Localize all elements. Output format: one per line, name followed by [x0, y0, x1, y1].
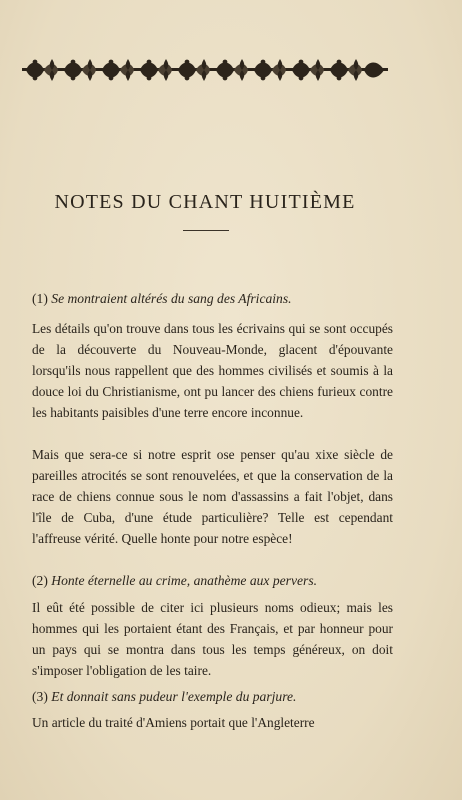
note-paragraph: Un article du traité d'Amiens portait que l'Angleterre: [32, 715, 315, 730]
note-quote: Se montraient altérés du sang des Africains.: [51, 291, 292, 306]
note-quote: Honte éternelle au crime, anathème aux pervers.: [51, 573, 318, 588]
heading-divider: [183, 230, 229, 231]
note-heading: [32, 570, 393, 591]
note-number: (3): [32, 689, 48, 704]
chapter-heading: NOTES DU CHANT HUITIÈME: [54, 191, 356, 214]
decorative-ornament-band: [22, 56, 388, 84]
note-paragraph: Les détails qu'on trouve dans tous les écrivains qui se sont occupés de la découverte du Nouveau-Monde, glacent d'épouvante lorsqu'ils nous rappellent que des hommes civilisés et soumis à la douce loi du Christianisme, ont pu lancer des chiens furieux contre les habitants paisibles d'une terre encore inconnue.: [32, 321, 393, 420]
note-number: (2): [32, 573, 48, 588]
note-paragraph: Mais que sera-ce si notre esprit ose penser qu'au xixe siècle de pareilles atrocités se sont renouvelées, et que la conservation de la race de chiens connue sous le nom d'assassins a fait l'objet, dans l'île de Cuba, d'une étude particulière? Telle est cependant l'affreuse vérité. Quelle honte pour notre espèce!: [32, 447, 393, 546]
note-paragraph: Il eût été possible de citer ici plusieurs noms odieux; mais les hommes qui les portaient étant des Français, et par honneur pour un pays qui se montra dans tous les temps généreux, on doit s'imposer l'obligation de les taire.: [32, 600, 393, 678]
note-quote: Et donnait sans pudeur l'exemple du parjure.: [51, 689, 297, 704]
note-heading: [32, 288, 393, 309]
note-heading: [32, 686, 393, 707]
note-number: (1): [32, 291, 48, 306]
